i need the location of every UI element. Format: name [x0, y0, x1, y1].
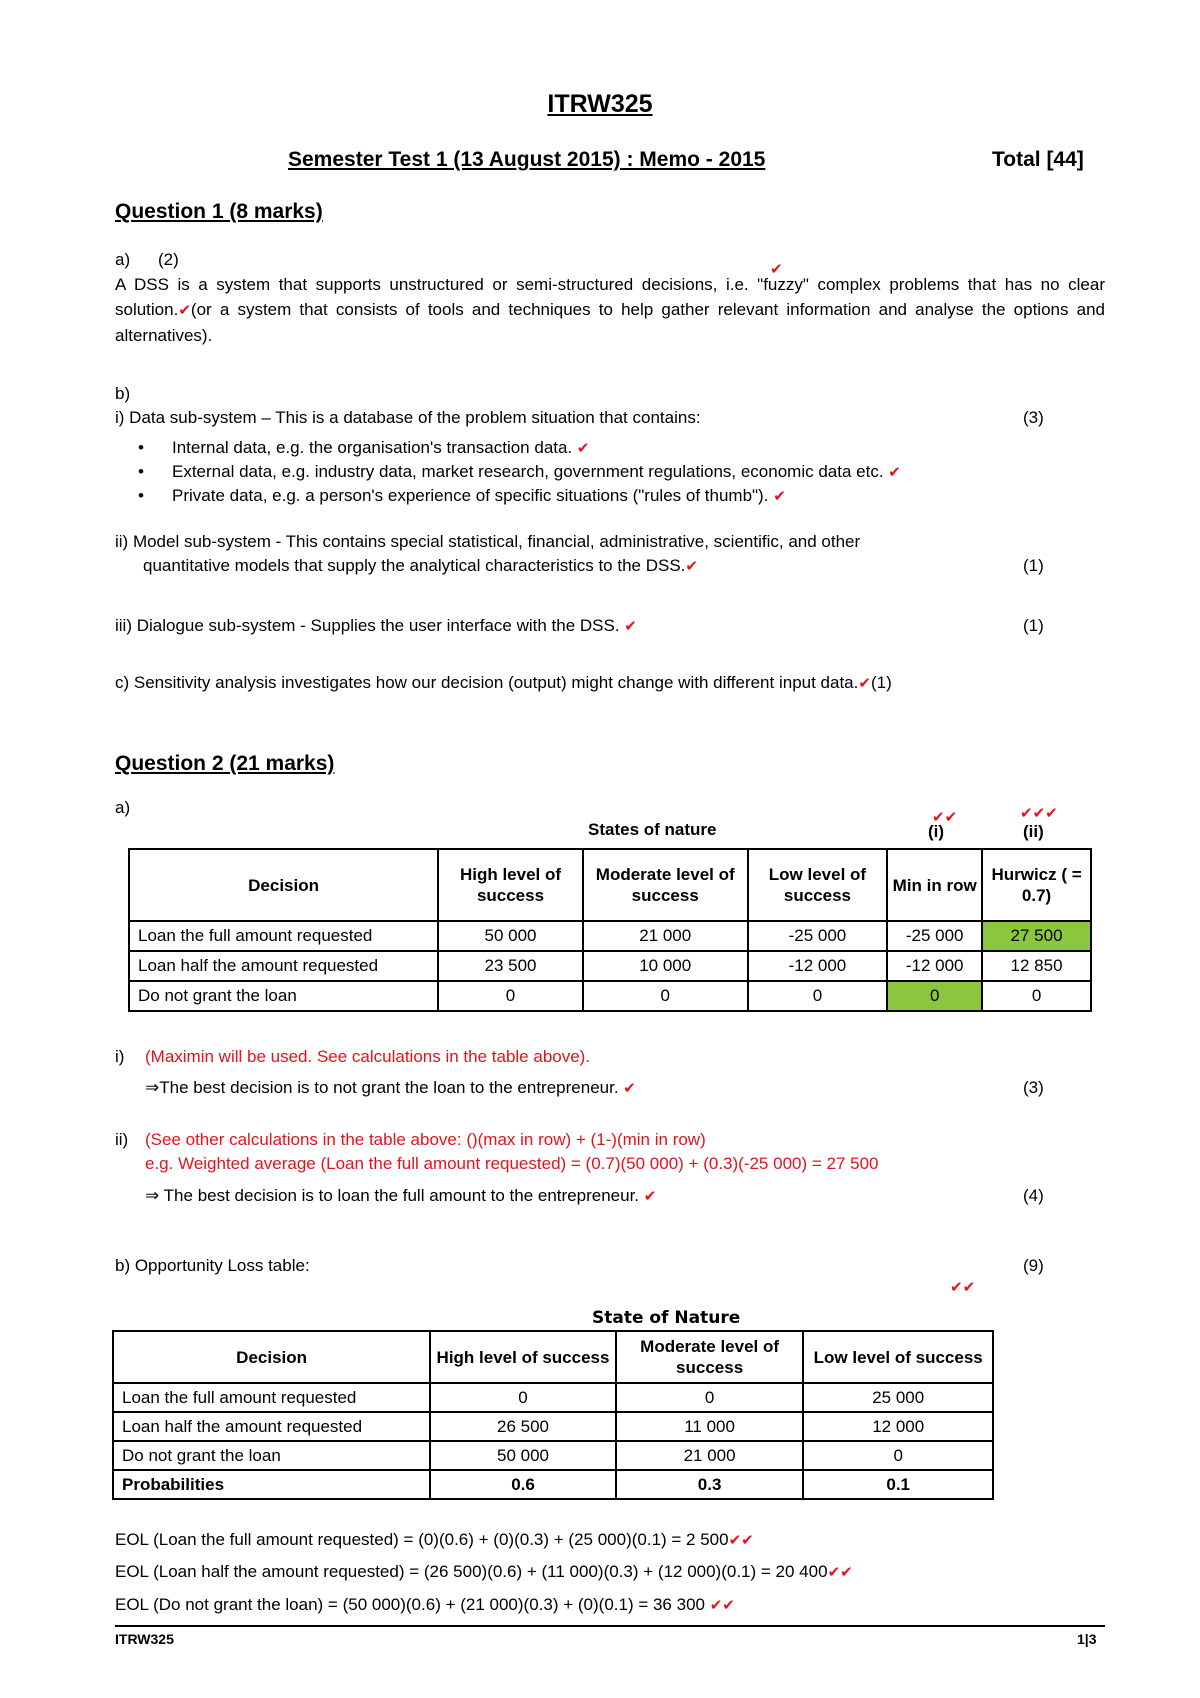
q1-a-answer-part-1: A DSS is a system that supports unstructured or semi-structured decisions, i.e. "fuzzy" complex problems that has no clear solution.	[115, 275, 1105, 319]
table-cell: 21 000	[616, 1441, 804, 1470]
bullet-text: Internal data, e.g. the organisation's transaction data. ✔	[172, 438, 590, 457]
table-header-row	[129, 849, 1091, 921]
footer-course-code: ITRW325	[115, 1631, 174, 1647]
document-title: ITRW325	[547, 90, 653, 118]
table-cell: 0.3	[616, 1470, 804, 1499]
bullet-item: •	[138, 438, 144, 457]
column-header: High level of success	[430, 1331, 616, 1383]
table-cell: 0.6	[430, 1470, 616, 1499]
q1-b-ii-line-1: ii) Model sub-system - This contains special statistical, financial, administrative, scientific, and other	[115, 532, 861, 551]
eol-line: EOL (Loan the full amount requested) = (0)(0.6) + (0)(0.3) + (25 000)(0.1) = 2 500✔✔	[115, 1530, 754, 1549]
q2-a-label: a)	[115, 798, 131, 817]
q1-b-i-text: i) Data sub-system – This is a database of the problem situation that contains:	[115, 408, 701, 427]
table-cell: Loan the full amount requested	[129, 921, 438, 951]
table-cell: 50 000	[430, 1441, 616, 1470]
column-ii-label: (ii)	[1023, 822, 1044, 841]
q2-ii-example: e.g. Weighted average (Loan the full amount requested) = (0.7)(50 000) + (0.3)(-25 000) = 27 500	[145, 1154, 879, 1173]
column-header: Decision	[113, 1331, 430, 1383]
table-row	[129, 981, 1091, 1011]
table-cell: 0	[982, 981, 1091, 1011]
table-cell: 0	[583, 981, 748, 1011]
q2-ii-note: (See other calculations in the table above: ()(max in row) + (1-)(min in row)	[145, 1130, 706, 1149]
table-cell: 50 000	[438, 921, 583, 951]
table-cell: 25 000	[803, 1383, 993, 1412]
table-cell: Loan the full amount requested	[113, 1383, 430, 1412]
table-cell: 26 500	[430, 1412, 616, 1441]
table-row	[113, 1412, 993, 1441]
table-cell: -12 000	[887, 951, 982, 981]
state-of-nature-caption: State of Nature	[592, 1308, 741, 1328]
column-header: Low level of success	[748, 849, 888, 921]
table-cell: 0	[430, 1383, 616, 1412]
tick-icon: ✔✔✔	[1020, 804, 1058, 822]
document-subtitle: Semester Test 1 (13 August 2015) : Memo - 2015	[288, 148, 766, 171]
table-row	[129, 951, 1091, 981]
question-1-heading: Question 1 (8 marks)	[115, 200, 323, 223]
table-cell: Do not grant the loan	[113, 1441, 430, 1470]
table-cell: 10 000	[583, 951, 748, 981]
tick-icon: ✔	[773, 487, 786, 505]
q1-a-answer-part-2: (or a system that consists of tools and techniques to help gather relevant information and analyse the options and alternatives).	[115, 300, 1105, 345]
table-cell: Do not grant the loan	[129, 981, 438, 1011]
table-cell: Loan half the amount requested	[113, 1412, 430, 1441]
q1-b-iii-marks: (1)	[1023, 616, 1044, 635]
bullet-item: •	[138, 462, 144, 481]
q2-i-label: i)	[115, 1047, 125, 1066]
q2-i-note: (Maximin will be used. See calculations in the table above).	[145, 1047, 591, 1066]
column-header: Moderate level of success	[583, 849, 748, 921]
table-cell: 0	[748, 981, 888, 1011]
eol-line: EOL (Do not grant the loan) = (50 000)(0.6) + (21 000)(0.3) + (0)(0.1) = 36 300 ✔✔	[115, 1595, 735, 1614]
tick-icon: ✔	[685, 557, 698, 575]
table-header-row	[113, 1331, 993, 1383]
bullet-item: •	[138, 486, 144, 505]
total-marks: Total [44]	[992, 148, 1084, 171]
q2-ii-answer: ⇒ The best decision is to loan the full amount to the entrepreneur. ✔	[145, 1186, 657, 1205]
q2-i-marks: (3)	[1023, 1078, 1044, 1097]
column-header: Low level of success	[803, 1331, 993, 1383]
q1-c-text: c) Sensitivity analysis investigates how our decision (output) might change with different input data.✔(1)	[115, 673, 892, 692]
tick-icon: ✔✔	[932, 808, 958, 826]
highlighted-cell: 0	[887, 981, 982, 1011]
q1-a-marks: (2)	[158, 250, 179, 269]
arrow-icon: ⇒	[145, 1186, 160, 1205]
table-cell: 11 000	[616, 1412, 804, 1441]
q2-i-answer: ⇒The best decision is to not grant the loan to the entrepreneur. ✔	[145, 1078, 636, 1097]
bullet-text: External data, e.g. industry data, market research, government regulations, economic data etc. ✔	[172, 462, 901, 481]
probabilities-row	[113, 1470, 993, 1499]
q1-b-iii-text: iii) Dialogue sub-system - Supplies the user interface with the DSS. ✔	[115, 616, 637, 635]
column-header: Decision	[129, 849, 438, 921]
footer-divider	[115, 1625, 1105, 1627]
column-header: Hurwicz ( = 0.7)	[982, 849, 1091, 921]
q1-a-label: a)	[115, 250, 131, 269]
table-cell: 23 500	[438, 951, 583, 981]
tick-icon: ✔	[624, 617, 637, 635]
tick-icon: ✔	[178, 301, 191, 319]
table-cell: -25 000	[887, 921, 982, 951]
table-cell: 0	[803, 1441, 993, 1470]
column-i-label: (i)	[928, 822, 945, 841]
bullet-text: Private data, e.g. a person's experience of specific situations ("rules of thumb"). ✔	[172, 486, 786, 505]
column-header: Moderate level of success	[616, 1331, 804, 1383]
footer-page-number: 1|3	[1077, 1631, 1097, 1647]
column-header: Min in row	[887, 849, 982, 921]
table-cell: -25 000	[748, 921, 888, 951]
tick-icon: ✔	[888, 463, 901, 481]
column-header: High level of success	[438, 849, 583, 921]
table-cell: 21 000	[583, 921, 748, 951]
tick-icon: ✔✔	[728, 1531, 754, 1549]
tick-icon: ✔	[643, 1187, 657, 1205]
table-cell: 0	[616, 1383, 804, 1412]
table-cell: 12 850	[982, 951, 1091, 981]
states-of-nature-caption: States of nature	[588, 820, 717, 839]
q1-b-ii-marks: (1)	[1023, 556, 1044, 575]
table-row	[113, 1383, 993, 1412]
table-cell: 0	[438, 981, 583, 1011]
q1-b-i-marks: (3)	[1023, 408, 1044, 427]
table-cell: 0.1	[803, 1470, 993, 1499]
table-cell: Loan half the amount requested	[129, 951, 438, 981]
q1-b-label: b)	[115, 384, 131, 403]
question-2-heading: Question 2 (21 marks)	[115, 752, 335, 775]
arrow-icon: ⇒	[145, 1078, 160, 1097]
table-row	[113, 1441, 993, 1470]
tick-icon: ✔	[576, 439, 590, 457]
tick-icon: ✔	[623, 1079, 636, 1097]
q1-a-answer	[115, 272, 1105, 348]
tick-icon: ✔	[770, 260, 783, 278]
table-row	[129, 921, 1091, 951]
q2-ii-marks: (4)	[1023, 1186, 1044, 1205]
table-cell: Probabilities	[113, 1470, 430, 1499]
opportunity-loss-table	[112, 1330, 994, 1500]
tick-icon: ✔✔	[709, 1596, 735, 1614]
highlighted-cell: 27 500	[982, 921, 1091, 951]
tick-icon: ✔✔	[950, 1278, 976, 1296]
decision-table	[128, 848, 1092, 1012]
q2-ii-label: ii)	[115, 1130, 129, 1149]
q2-b-text: b) Opportunity Loss table:	[115, 1256, 310, 1275]
table-cell: -12 000	[748, 951, 888, 981]
q2-b-marks: (9)	[1023, 1256, 1044, 1275]
tick-icon: ✔	[858, 674, 871, 692]
eol-line: EOL (Loan half the amount requested) = (26 500)(0.6) + (11 000)(0.3) + (12 000)(0.1) = 20 400✔✔	[115, 1562, 853, 1581]
table-cell: 12 000	[803, 1412, 993, 1441]
q1-b-ii-line-2: quantitative models that supply the analytical characteristics to the DSS.✔	[143, 556, 698, 575]
tick-icon: ✔✔	[827, 1563, 853, 1581]
